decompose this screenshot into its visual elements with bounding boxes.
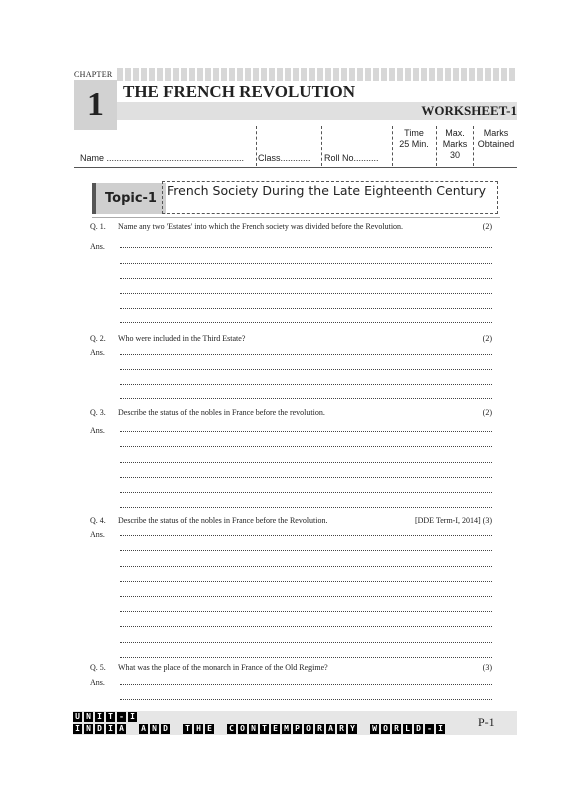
footer-letter-box: T [183, 724, 192, 734]
topic-label: Topic-1 [92, 183, 166, 214]
answer-line[interactable] [120, 611, 492, 612]
footer-letter-box: P [293, 724, 302, 734]
footer-letter-box: N [150, 724, 159, 734]
answer-line[interactable] [120, 369, 492, 370]
footer-letter-box [216, 724, 225, 734]
student-info-row [74, 124, 517, 168]
footer-letter-box: O [304, 724, 313, 734]
footer-letter-box [128, 724, 137, 734]
footer-letter-box: R [392, 724, 401, 734]
answer-line[interactable] [120, 308, 492, 309]
answer-line[interactable] [120, 566, 492, 567]
time-column: Time 25 Min. [399, 128, 429, 149]
footer-letter-box: T [260, 724, 269, 734]
divider [256, 126, 257, 166]
answer-line[interactable] [120, 462, 492, 463]
footer-letter-box [359, 724, 368, 734]
answer-label: Ans. [90, 426, 105, 435]
answer-label: Ans. [90, 242, 105, 251]
footer-letter-box: N [84, 712, 93, 722]
footer-letter-box: D [414, 724, 423, 734]
chapter-label: CHAPTER [74, 70, 113, 79]
answer-line[interactable] [120, 626, 492, 627]
answer-line[interactable] [120, 699, 492, 700]
answer-line[interactable] [120, 322, 492, 323]
footer-letter-box: L [403, 724, 412, 734]
footer-letter-box: E [205, 724, 214, 734]
footer-letter-box: - [117, 712, 126, 722]
footer-letter-box: I [95, 712, 104, 722]
chapter-title: THE FRENCH REVOLUTION [123, 82, 356, 101]
header-stripe [117, 68, 517, 81]
roll-field[interactable]: Roll No.......... [324, 153, 379, 163]
marks-obtained-column: Marks Obtained [477, 128, 515, 149]
answer-line[interactable] [120, 550, 492, 551]
footer-letter-box: T [106, 712, 115, 722]
footer-letter-box: A [117, 724, 126, 734]
answer-line[interactable] [120, 477, 492, 478]
footer-letter-box: O [238, 724, 247, 734]
footer-letter-box: I [106, 724, 115, 734]
answer-line[interactable] [120, 278, 492, 279]
answer-line[interactable] [120, 293, 492, 294]
answer-line[interactable] [120, 263, 492, 264]
answer-line[interactable] [120, 247, 492, 248]
answer-line[interactable] [120, 384, 492, 385]
page-number: P-1 [478, 715, 495, 729]
answer-line[interactable] [120, 581, 492, 582]
footer-letter-box: C [227, 724, 236, 734]
max-marks-column: Max. Marks 30 [442, 128, 468, 160]
footer-letter-box: R [315, 724, 324, 734]
answer-line[interactable] [120, 431, 492, 432]
footer-letter-box: D [95, 724, 104, 734]
footer-letter-box: I [73, 724, 82, 734]
class-field[interactable]: Class............ [258, 153, 311, 163]
footer-letter-box: N [249, 724, 258, 734]
footer-letter-box: A [139, 724, 148, 734]
answer-line[interactable] [120, 684, 492, 685]
answer-line[interactable] [120, 398, 492, 399]
footer-letter-box: A [326, 724, 335, 734]
answer-line[interactable] [120, 535, 492, 536]
footer-letter-box: D [161, 724, 170, 734]
footer-letter-box: Y [348, 724, 357, 734]
topic-title: French Society During the Late Eighteenth Century [162, 181, 498, 214]
footer-letter-box: M [282, 724, 291, 734]
footer-letter-box: O [381, 724, 390, 734]
subject-label [73, 724, 445, 734]
divider [473, 126, 474, 166]
chapter-number: 1 [74, 80, 117, 130]
footer-letter-box: I [128, 712, 137, 722]
footer-letter-box [172, 724, 181, 734]
name-field[interactable]: Name ....................................................... [80, 153, 245, 163]
divider [436, 126, 437, 166]
answer-label: Ans. [90, 348, 105, 357]
footer-letter-box: W [370, 724, 379, 734]
info-underline [74, 167, 517, 168]
answer-line[interactable] [120, 596, 492, 597]
answer-label: Ans. [90, 530, 105, 539]
footer-letter-box: N [84, 724, 93, 734]
answer-line[interactable] [120, 446, 492, 447]
footer-letter-box: E [271, 724, 280, 734]
worksheet-label: WORKSHEET-1 [421, 103, 517, 118]
answer-line[interactable] [120, 657, 492, 658]
answer-line[interactable] [120, 642, 492, 643]
divider [321, 126, 322, 166]
answer-line[interactable] [120, 354, 492, 355]
unit-label [73, 712, 137, 722]
footer-letter-box: I [436, 724, 445, 734]
topic-rule [92, 217, 500, 218]
answer-line[interactable] [120, 492, 492, 493]
footer-letter-box: H [194, 724, 203, 734]
footer-letter-box: - [425, 724, 434, 734]
answer-label: Ans. [90, 678, 105, 687]
answer-line[interactable] [120, 507, 492, 508]
divider [392, 126, 393, 166]
footer-letter-box: R [337, 724, 346, 734]
footer-letter-box: U [73, 712, 82, 722]
